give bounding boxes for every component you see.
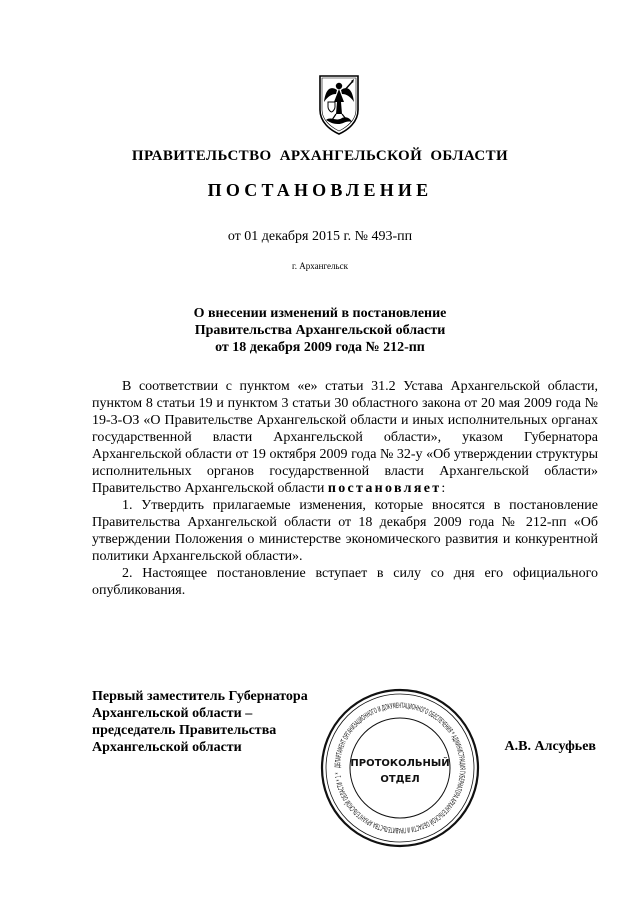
signature-position-line: Первый заместитель Губернатора: [92, 689, 308, 704]
stamp-center-line-1: ПРОТОКОЛЬНЫЙ: [350, 758, 450, 769]
item-2-paragraph: 2. Настоящее постановление вступает в силу со дня его официального опубликования.: [92, 566, 598, 598]
signature-position-line: председатель Правительства: [92, 723, 277, 738]
signature-position-line: Архангельской области –: [92, 706, 253, 721]
official-stamp: [318, 686, 482, 850]
signature-position-line: Архангельской области: [92, 740, 242, 755]
signatory-name: А.В. Алсуфьев: [504, 739, 596, 754]
document-title-line: от 18 декабря 2009 года № 212-пп: [215, 340, 425, 355]
document-title: [0, 305, 640, 356]
organization-heading: ПРАВИТЕЛЬСТВО АРХАНГЕЛЬСКОЙ ОБЛАСТИ: [131, 148, 509, 164]
document-title-line: О внесении изменений в постановление: [193, 306, 447, 321]
item-1-paragraph: 1. Утвердить прилагаемые изменения, которые вносятся в постановление Правительства Архангельской области от 18 декабря 2009 года № 212-пп «Об утверждении Положения о министерстве экономического развития и конкурентной политики Архангельской области».: [92, 498, 598, 564]
document-type-heading: ПОСТАНОВЛЕНИЕ: [207, 180, 433, 200]
document-body: [92, 378, 598, 599]
coat-of-arms-icon: [316, 72, 362, 136]
stamp-ring-text: ДЕПАРТАМЕНТ ОРГАНИЗАЦИОННОГО И ДОКУМЕНТАЦИОННОГО ОБЕСПЕЧЕНИЯ * АДМИНИСТРАЦИЯ ГУБЕРНАТОРА АРХАНГЕЛЬСКОЙ ОБЛАСТИ И ПРАВИТЕЛЬСТВА АРХАНГЕЛЬСКОЙ ОБЛАСТИ * 1 *: [332, 700, 468, 836]
stamp-center-line-2: ОТДЕЛ: [380, 774, 420, 785]
document-date-number: от 01 декабря 2015 г. № 493-пп: [227, 229, 413, 244]
decree-word: постановляет: [327, 481, 442, 496]
signature-position: [92, 688, 308, 756]
intro-paragraph: [92, 378, 598, 497]
document-title-line: Правительства Архангельской области: [194, 323, 446, 338]
intro-text: В соответствии с пунктом «е» статьи 31.2 Устава Архангельской области, пунктом 8 статьи 19 и пунктом 3 статьи 30 областного закона от 20 мая 2009 года № 19-3-ОЗ «О Правительстве Архангельской области и иных исполнительных органах государственной власти Архангельской области», указом Губернатора Архангельской области от 19 октября 2009 года № 32-у «Об утверждении структуры исполнительных органов государственной власти Архангельской области» Правительство Архангельской области: [92, 379, 598, 496]
decree-colon: :: [441, 481, 446, 496]
document-city: г. Архангельск: [292, 261, 348, 271]
